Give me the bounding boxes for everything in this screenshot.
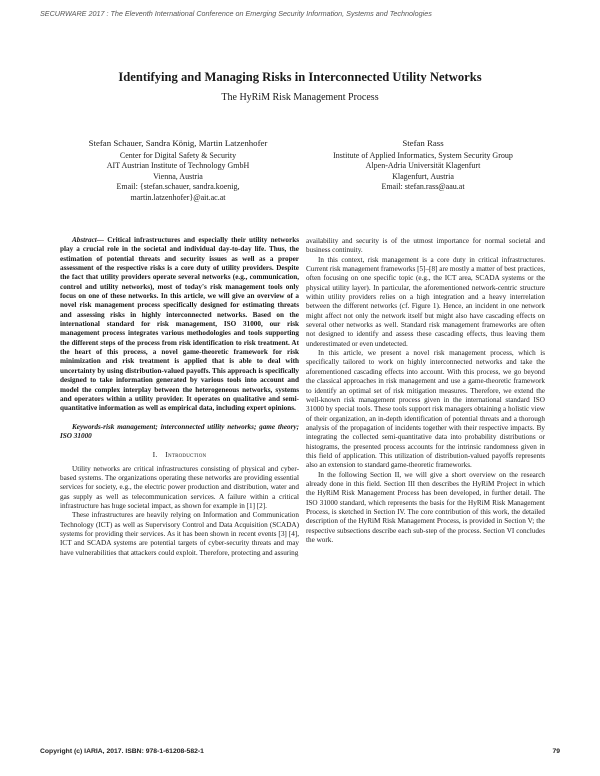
body-paragraph: In this context, risk management is a core duty in critical infrastructures. Current risk management frameworks [5]–[8] are mostly a matter of best practices, often focusing on one specific topic (e.g., the ICT area, SCADA systems or the physical utility layer). In particular, the aforementioned network-centric structure within utility providers relies on a high integration and a heavy interrelation between the different networks (cf. Figure 1). Hence, an incident in one network might affect not only the network itself but might also have cascading effects on several other networks as well. Standard risk management frameworks are often not designed to identify and assess these cascading effects, thus leaving them underestimated or even undetected. — [306, 255, 545, 348]
body-paragraph: In this article, we present a novel risk management process, which is specifically tailored to work on highly interconnected networks and take the aforementioned cascading effects into account. With this process, we go beyond the classical approaches in risk management and use a game-theoretic framework to identify an optimal set of risk mitigation measures. Therefore, we extend the well-known risk management process given in the international standard ISO 31000 by special tools. These tools support risk managers obtaining a holistic view of their organization, an in-depth identification of potential threats and a thorough analysis of the propagation of incidents together with their respective impacts. By integrating the collected semi-quantitative data into probability distributions or histograms, the presented process accounts for the intrinsic randomness given in this field of application. This utilization of distribution-valued payoffs represents also an extension to standard game-theoretic frameworks. — [306, 349, 545, 470]
author-block-right — [305, 138, 541, 193]
author-email: Email: {stefan.schauer, sandra.koenig, — [116, 182, 240, 192]
footer-copyright: Copyright (c) IARIA, 2017. ISBN: 978-1-61208-582-1 — [40, 748, 204, 755]
author-email: Email: stefan.rass@aau.at — [381, 182, 465, 192]
author-affiliation: Institute of Applied Informatics, System Security Group — [333, 150, 513, 160]
body-paragraph: In the following Section II, we will give a short overview on the research already done in this field. Section III then describes the HyRiM Project in which the HyRiM Risk Management Process has been developed, in further detail. The ISO 31000 standard, which represents the basis for the HyRiM Risk Management Process, is sketched in Section IV. The core contribution of this work, the detailed description of the HyRiM Risk Management Process, is provided in Section V; the respective subsections describe each sub-step of the process. Section VI concludes the work. — [306, 470, 545, 544]
right-column — [306, 237, 545, 545]
author-names: Stefan Schauer, Sandra König, Martin Latzenhofer — [88, 138, 268, 148]
section-heading: I. Introduction — [152, 450, 207, 460]
abstract-text: Critical infrastructures and especially their utility networks play a crucial role in the societal and individual day-to-day life. Thus, the estimation of potential threats and security issues as well as a proper assessment of the respective risks is a core duty of utility providers. Despite the fact that utility providers operate several networks (e.g., communication, control and utility networks), most of today's risk management tools only focus on one of these networks. In this article, we will give an overview of a novel risk management process specifically designed for estimating threats and assessing risks in highly interconnected networks. Based on the international standard for risk management, ISO 31000, our risk management process integrates various methodologies and tools supporting the different steps of the process from risk identification to risk treatment. At the heart of this process, a novel game-theoretic framework for risk minimization and risk treatment is applied that is able to deal with uncertainty by using distribution-valued payoffs. This approach is specifically designed to take information generated by various tools into account and model the complex interplay between the heterogeneous networks, systems and operators within a utility provider. It operates on qualitative and semi-quantitative information as well as empirical data, including expert opinions. — [60, 236, 299, 413]
author-affiliation: Alpen-Adria Universität Klagenfurt — [365, 161, 481, 171]
author-city: Klagenfurt, Austria — [392, 171, 454, 181]
paper-subtitle: The HyRiM Risk Management Process — [221, 92, 379, 103]
abstract — [60, 236, 299, 414]
author-city: Vienna, Austria — [153, 171, 203, 181]
page-number: 79 — [552, 748, 560, 755]
keywords: Keywords-risk management; interconnected utility networks; game theory; ISO 31000 — [60, 422, 299, 440]
paper-title: Identifying and Managing Risks in Interconnected Utility Networks — [118, 70, 482, 84]
author-affiliation: AIT Austrian Institute of Technology GmbH — [106, 161, 250, 171]
author-names: Stefan Rass — [402, 138, 444, 148]
abstract-lead: Abstract— — [72, 236, 104, 244]
author-block-left — [60, 138, 296, 204]
body-paragraph: These infrastructures are heavily relying on Information and Communication Technology (ICT) as well as Supervisory Control and Data Acquisition (SCADA) systems for providing their services. As it has been shown in recent events [3] [4], ICT and SCADA systems are potential targets of cyber-security threats and may have vulnerabilities that attackers could exploit. Therefore, protecting and assuring — [60, 511, 299, 557]
left-column — [60, 236, 299, 558]
running-header: SECURWARE 2017 : The Eleventh International Conference on Emerging Security Information, Systems and Technologies — [40, 9, 432, 18]
body-paragraph: Utility networks are critical infrastructures consisting of physical and cyber-based systems. The organizations operating these networks are providing essential services for society, e.g., the electric power production and distribution, water and gas supply as well as telecommunication services. A failure within a critical infrastructure has huge societal impact, as shown for example in [1] [2]. — [60, 464, 299, 510]
author-email: martin.latzenhofer}@ait.ac.at — [130, 192, 226, 202]
author-affiliation: Center for Digital Safety & Security — [119, 150, 237, 160]
body-paragraph: availability and security is of the utmost importance for normal societal and business continuity. — [306, 237, 545, 255]
